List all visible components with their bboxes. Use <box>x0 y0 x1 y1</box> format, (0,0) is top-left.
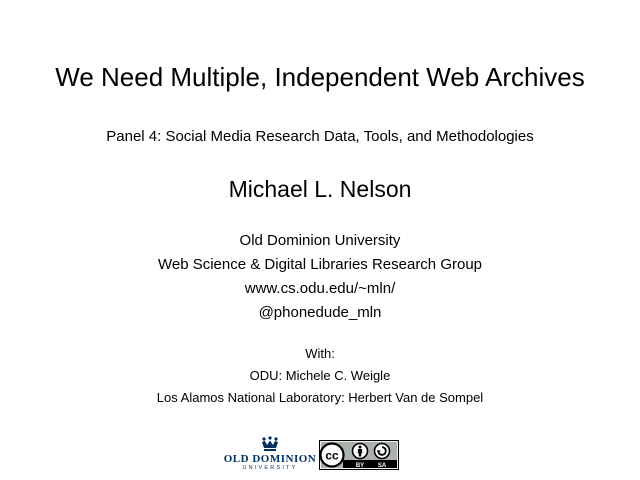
affiliation-url: www.cs.odu.edu/~mln/ <box>244 280 396 297</box>
slide-subtitle: Panel 4: Social Media Research Data, Tools, and Methodologies <box>106 128 534 145</box>
affiliation-group: Web Science & Digital Libraries Research Group <box>157 256 483 273</box>
crown-icon <box>260 436 280 452</box>
share-alike-icon <box>375 444 390 459</box>
odu-logo <box>222 436 318 472</box>
slide-title: We Need Multiple, Independent Web Archives <box>55 62 585 92</box>
affiliation-twitter: @phonedude_mln <box>258 304 382 321</box>
cc-sa-label: SA <box>377 463 387 469</box>
affiliation-university: Old Dominion University <box>239 232 401 249</box>
with-label: With: <box>305 346 335 361</box>
cc-by-label: BY <box>355 463 365 469</box>
attribution-icon <box>353 444 368 459</box>
collaborator-odu: ODU: Michele C. Weigle <box>249 368 391 383</box>
collaborator-lanl: Los Alamos National Laboratory: Herbert Van de Sompel <box>156 390 484 405</box>
cc-by-sa-badge <box>319 440 399 470</box>
author-name: Michael L. Nelson <box>228 176 412 202</box>
odu-subtitle: UNIVERSITY <box>242 465 298 471</box>
cc-text: cc <box>325 448 339 463</box>
cc-icon <box>321 444 344 467</box>
odu-name: OLD DOMINION <box>223 453 317 465</box>
